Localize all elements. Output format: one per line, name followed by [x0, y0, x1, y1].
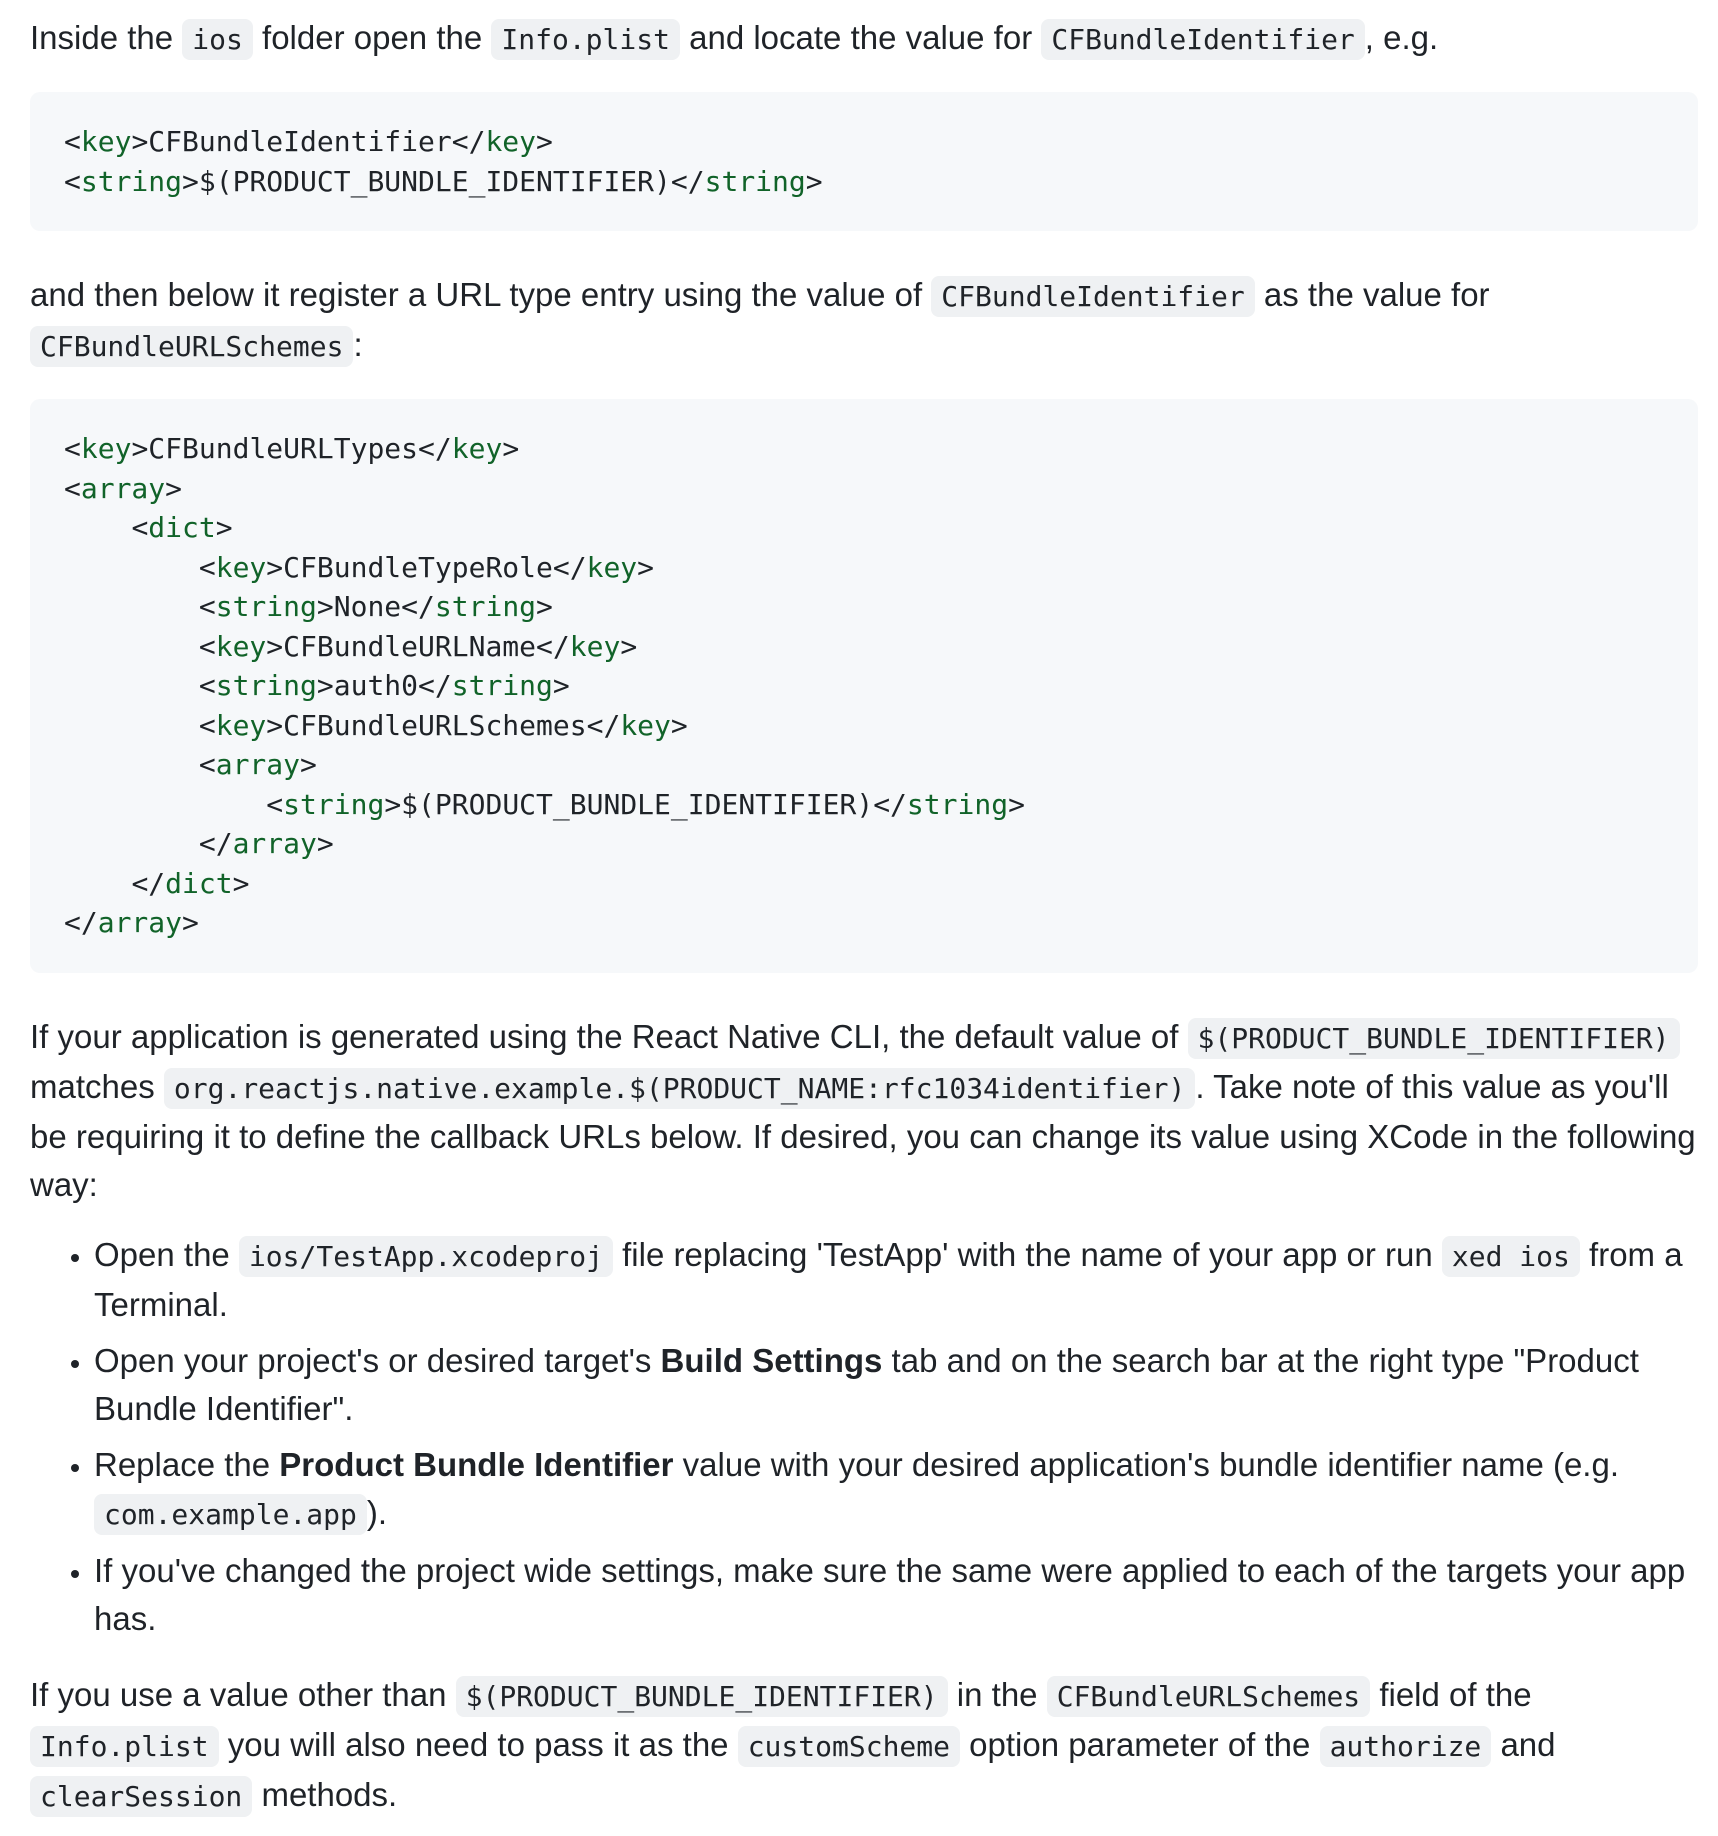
list-item [94, 1441, 1698, 1539]
text: . Take note of this value as you'll be requiring it to define the callback URLs below. If desired, you can change its value using XCode in the following way: [30, 1067, 1696, 1203]
code-text: auth0 [333, 669, 419, 702]
code-line [131, 867, 249, 900]
text: and locate the value for [679, 19, 1042, 56]
code-line [199, 669, 570, 702]
code-text: CFBundleURLTypes [148, 432, 419, 465]
list-item [94, 1337, 1698, 1433]
code-line [199, 551, 654, 584]
code-close-tag: </dict> [131, 866, 250, 900]
text: tab and on the search bar at the right type "Product Bundle Identifier". [94, 1341, 1639, 1427]
text: as the value for [1254, 276, 1490, 313]
document-page [30, 0, 1698, 1821]
inline-code: customScheme [738, 1726, 960, 1767]
code-line [266, 788, 1025, 821]
code-close-tag: </array> [64, 906, 199, 939]
code-line [64, 165, 823, 198]
code-block-url-types [30, 399, 1698, 973]
code-close-tag: </string> [401, 590, 553, 623]
code-open-tag: <key> [64, 125, 149, 158]
code-open-tag: <string> [64, 164, 199, 198]
code-open-tag: <array> [64, 471, 183, 505]
code-text: CFBundleIdentifier [148, 125, 452, 158]
text: and then below it register a URL type entry using the value of [30, 276, 932, 313]
cli-paragraph [30, 1013, 1698, 1209]
code-open-tag: <string> [266, 787, 402, 821]
inline-code: CFBundleURLSchemes [30, 326, 353, 367]
inline-code: Info.plist [491, 19, 680, 60]
code-text: $(PRODUCT_BUNDLE_IDENTIFIER) [401, 787, 874, 821]
code-close-tag: </key> [552, 550, 655, 584]
code-open-tag: <key> [64, 432, 149, 465]
inline-code: ios/TestApp.xcodeproj [239, 1236, 613, 1277]
text: , e.g. [1364, 19, 1439, 56]
code-open-tag: <string> [198, 669, 334, 702]
steps-list [30, 1231, 1698, 1643]
code-open-tag: <key> [198, 550, 284, 584]
inline-code: ios [182, 19, 253, 60]
text: you will also need to pass it as the [218, 1725, 738, 1763]
inline-code: xed ios [1442, 1236, 1580, 1277]
text: Open the [94, 1235, 239, 1273]
inline-code: $(PRODUCT_BUNDLE_IDENTIFIER) [1188, 1018, 1680, 1059]
intro-paragraph [30, 14, 1698, 64]
text: Inside the [30, 19, 183, 56]
code-close-tag: </string> [670, 164, 823, 198]
inline-code: clearSession [30, 1776, 252, 1817]
bold-text: Product Bundle Identifier [279, 1445, 674, 1483]
inline-code: $(PRODUCT_BUNDLE_IDENTIFIER) [456, 1676, 948, 1717]
code-line [64, 906, 199, 939]
code-open-tag: <key> [198, 708, 284, 742]
code-text: None [333, 590, 402, 623]
bold-text: Build Settings [660, 1341, 883, 1379]
code-text: $(PRODUCT_BUNDLE_IDENTIFIER) [198, 164, 671, 198]
text: in the [947, 1675, 1047, 1713]
text: ). [366, 1493, 388, 1531]
list-item [94, 1231, 1698, 1329]
code-line [199, 590, 553, 623]
inline-code: CFBundleIdentifier [1041, 19, 1364, 60]
code-open-tag: <key> [198, 629, 284, 663]
text: field of the [1370, 1675, 1532, 1713]
code-line [199, 630, 637, 663]
text: value with your desired application's bundle identifier name (e.g. [673, 1445, 1619, 1483]
code-close-tag: </key> [418, 432, 520, 465]
text: Replace the [94, 1445, 280, 1483]
text: : [353, 326, 363, 363]
list-item [94, 1547, 1698, 1643]
code-close-tag: </key> [536, 629, 638, 663]
text: file replacing 'TestApp' with the name of your app or run [612, 1235, 1442, 1273]
inline-code: com.example.app [94, 1494, 367, 1535]
inline-code: CFBundleURLSchemes [1047, 1676, 1370, 1717]
code-close-tag: </key> [586, 708, 688, 742]
code-text: CFBundleURLSchemes [283, 708, 587, 742]
text: folder open the [252, 19, 492, 56]
code-line [64, 432, 519, 465]
text: and [1491, 1725, 1556, 1763]
code-open-tag: <array> [198, 748, 317, 781]
inline-code: Info.plist [30, 1726, 219, 1767]
code-close-tag: </string> [873, 787, 1025, 821]
code-line [199, 709, 688, 742]
code-open-tag: <string> [198, 590, 334, 623]
custom-scheme-paragraph [30, 1671, 1698, 1821]
text: Open your project's or desired target's [94, 1341, 661, 1379]
text: option parameter of the [960, 1725, 1320, 1763]
inline-code: org.reactjs.native.example.$(PRODUCT_NAME:rfc1034identifier) [164, 1068, 1195, 1109]
text: If your application is generated using the React Native CLI, the default value of [30, 1017, 1188, 1055]
code-line [64, 125, 553, 158]
code-close-tag: </string> [418, 669, 570, 702]
code-close-tag: </array> [198, 827, 334, 860]
inline-code: authorize [1320, 1726, 1492, 1767]
text: If you've changed the project wide settings, make sure the same were applied to each of the targets your app has. [94, 1551, 1686, 1637]
code-text: CFBundleURLName [283, 629, 537, 663]
code-block-bundle-identifier [30, 92, 1698, 231]
register-paragraph [30, 271, 1698, 371]
text: methods. [252, 1775, 398, 1813]
code-text: CFBundleTypeRole [283, 550, 553, 584]
text: If you use a value other than [30, 1675, 456, 1713]
inline-code: CFBundleIdentifier [931, 276, 1254, 317]
text: matches [30, 1067, 164, 1105]
code-open-tag: <dict> [131, 511, 233, 544]
code-line [131, 511, 232, 544]
code-line [64, 472, 182, 505]
text: from a Terminal. [94, 1235, 1683, 1323]
code-line [199, 748, 317, 781]
code-line [199, 827, 334, 860]
code-close-tag: </key> [451, 125, 553, 158]
